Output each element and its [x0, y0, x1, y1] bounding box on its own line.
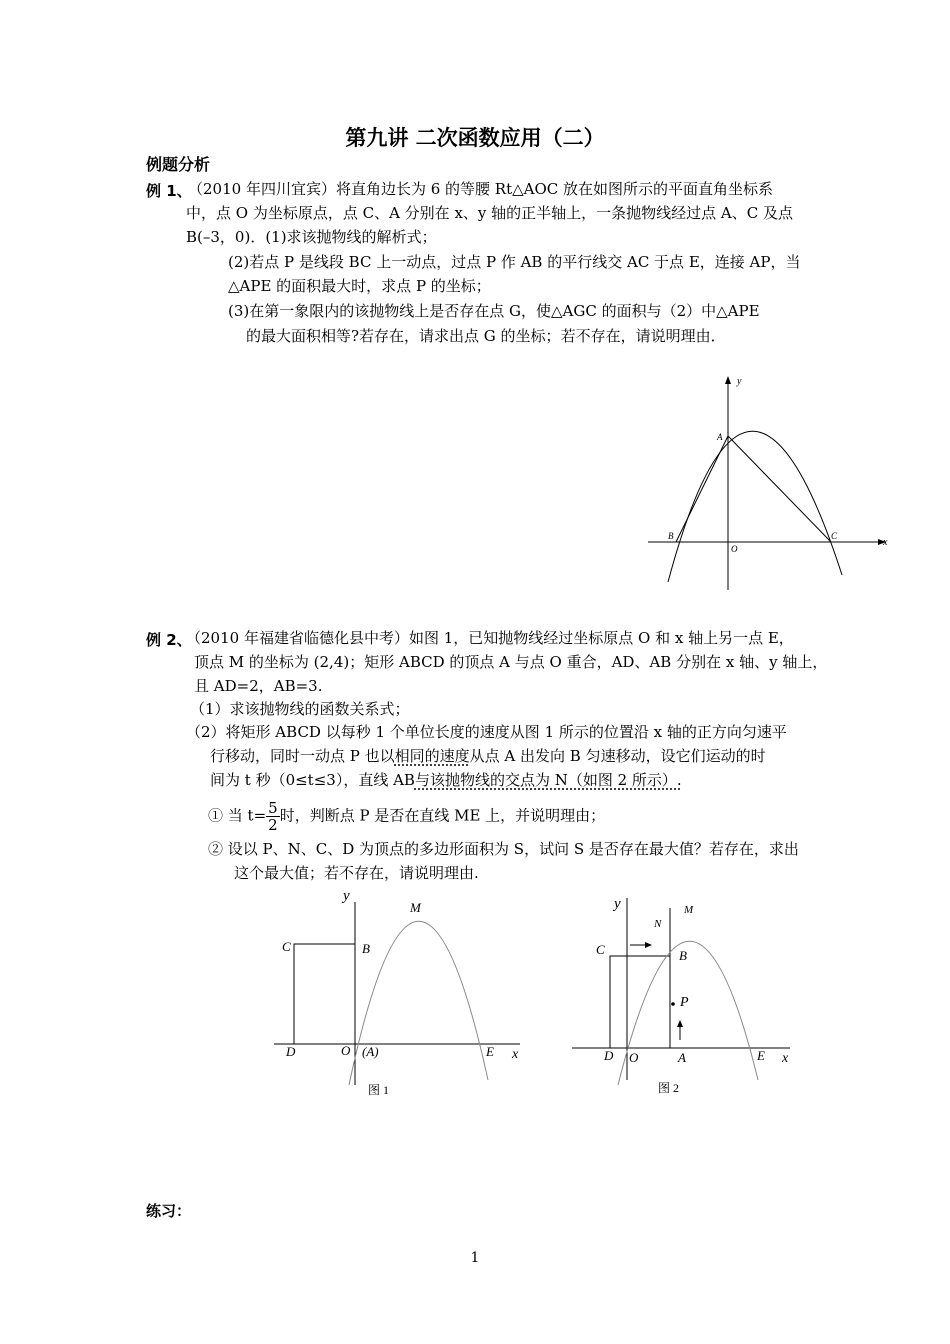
example2-line: 且 AD=2，AB=3. [194, 677, 323, 695]
parabola [668, 431, 842, 582]
y-axis-label: y [737, 376, 742, 387]
example2-line-part: 行移动，同时一动点 P 也以 [210, 747, 395, 765]
example2-emphasis: 相同的速度 [394, 747, 470, 765]
segment-ab [676, 436, 728, 542]
rectangle-abcd [610, 956, 670, 1048]
example1-line: 的最大面积相等?若存在，请求出点 G 的坐标；若不存在，请说明理由． [246, 327, 726, 345]
point-a-label: A [717, 432, 723, 442]
point-c-label: C [282, 939, 291, 954]
point-m-label: M [410, 900, 421, 915]
fraction-denominator: 2 [268, 816, 278, 834]
example2-line: （2）将矩形 ABCD 以每秒 1 个单位长度的速度从图 1 所示的位置沿 x 轴的正方向匀速平 [186, 723, 787, 741]
y-axis-arrow [725, 376, 731, 384]
point-p [671, 1002, 675, 1006]
point-d-label: D [286, 1044, 296, 1059]
example1-line: (2)若点 P 是线段 BC 上一动点，过点 P 作 AB 的平行线交 AC 于点 E，连接 AP，当 [228, 253, 801, 271]
point-p-label: P [680, 995, 689, 1010]
x-axis-label: x [782, 1051, 789, 1066]
rectangle-abcd [294, 944, 355, 1044]
example1-line: 中，点 O 为坐标原点，点 C、A 分别在 x、y 轴的正半轴上，一条抛物线经过点 A、C 及点 [186, 204, 793, 222]
point-b-label: B [668, 531, 674, 541]
example1-line: (3)在第一象限内的该抛物线上是否存在点 G，使△AGC 的面积与（2）中△APE [228, 302, 760, 320]
origin-label: O [341, 1043, 351, 1058]
origin-label: O [731, 544, 738, 554]
example2-label: 例 2、 [146, 631, 192, 649]
point-e-label: E [757, 1048, 765, 1063]
example2-question1 [208, 800, 605, 833]
segment-ac [728, 436, 831, 542]
origin-label: O [629, 1050, 639, 1065]
example2-line: 顶点 M 的坐标为 (2,4)；矩形 ABCD 的顶点 A 与点 O 重合，AD、AB 分别在 x 轴、y 轴上， [194, 653, 828, 671]
up-arrow-head [677, 1020, 683, 1027]
example2-line [210, 769, 682, 791]
example2-line [210, 745, 766, 767]
point-c-label: C [596, 942, 605, 957]
point-a-label: A [678, 1050, 686, 1065]
point-b-label: B [679, 948, 687, 963]
example2-line-part: 从点 A 出发向 B 匀速移动，设它们运动的时 [469, 747, 766, 765]
example1-label: 例 1、 [146, 182, 192, 200]
y-axis-label: y [614, 896, 621, 912]
example2-question2-cont: 这个最大值；若不存在，请说明理由. [234, 864, 479, 882]
example2-line: （2010 年福建省临德化县中考）如图 1，已知抛物线经过坐标原点 O 和 x 轴上另一点 E， [186, 629, 794, 647]
point-b-label: B [362, 941, 370, 956]
figure-1 [270, 884, 530, 1104]
point-m-label: M [684, 904, 694, 916]
fraction [266, 800, 280, 833]
q1-suffix: 时，判断点 P 是否在直线 ME 上，并说明理由； [279, 806, 606, 825]
x-axis-label: x [883, 537, 888, 548]
point-c-label: C [831, 531, 838, 541]
page-number: 1 [470, 1250, 480, 1266]
q1-prefix: ① 当 t= [208, 806, 267, 825]
example1-figure [640, 370, 900, 595]
point-n-label: N [654, 918, 662, 930]
example2-line: （1）求该抛物线的函数关系式； [190, 700, 410, 718]
page-title: 第九讲 二次函数应用（二） [345, 125, 605, 150]
figure-caption: 图 2 [658, 1081, 680, 1095]
y-axis-label: y [343, 888, 350, 904]
parabola [618, 941, 758, 1085]
example1-line: B(–3，0)．(1)求该抛物线的解析式； [186, 228, 437, 246]
figure-2 [568, 890, 800, 1098]
section-heading: 例题分析 [146, 155, 211, 174]
practice-heading: 练习： [146, 1202, 192, 1220]
point-a-label: (A) [362, 1044, 379, 1059]
example1-line: △APE 的面积最大时，求点 P 的坐标； [228, 277, 491, 295]
fraction-numerator: 5 [268, 799, 278, 817]
right-arrow-head [645, 942, 652, 948]
example2-line-part: 间为 t 秒（0≤t≤3），直线 AB [210, 771, 415, 789]
example2-question2: ② 设以 P、N、C、D 为顶点的多边形面积为 S，试问 S 是否存在最大值？若存在，求出 [208, 840, 799, 858]
example1-line: （2010 年四川宜宾）将直角边长为 6 的等腰 Rt△AOC 放在如图所示的平面直角坐标系 [188, 180, 774, 198]
x-axis-label: x [512, 1047, 519, 1062]
point-e-label: E [486, 1044, 494, 1059]
point-d-label: D [604, 1048, 614, 1063]
figure-caption: 图 1 [368, 1083, 390, 1097]
example2-emphasis: 与该抛物线的交点为 N（如图 2 所示）. [414, 771, 682, 789]
